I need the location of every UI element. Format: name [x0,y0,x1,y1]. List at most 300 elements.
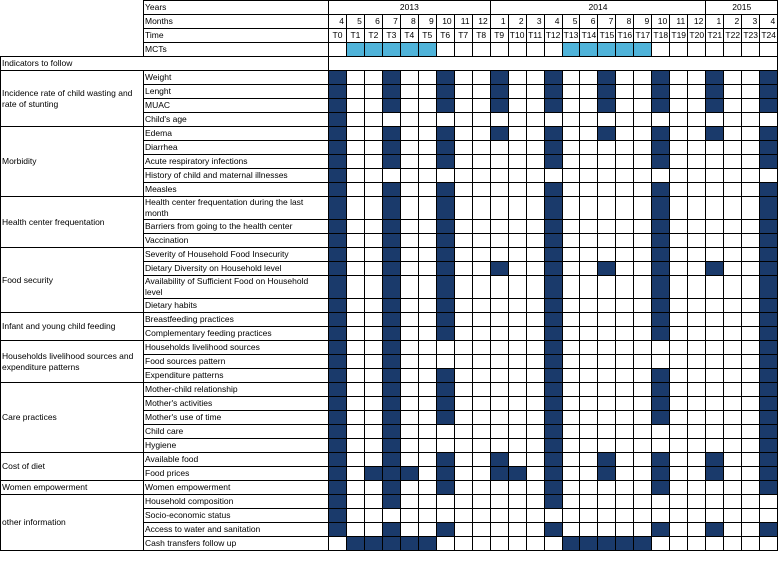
mct-cell [382,43,400,57]
schedule-cell [436,127,454,141]
schedule-cell [346,234,364,248]
schedule-cell [652,155,670,169]
indicator-label: Dietary habits [144,299,329,313]
schedule-cell [364,425,382,439]
schedule-cell [544,509,562,523]
schedule-cell [670,313,688,327]
schedule-cell [526,453,544,467]
schedule-cell [544,523,562,537]
schedule-cell [616,523,634,537]
schedule-cell [580,141,598,155]
schedule-cell [616,248,634,262]
time-cell: T13 [562,29,580,43]
group-label: Women empowerment [1,481,144,495]
schedule-cell [742,220,760,234]
schedule-cell [616,234,634,248]
schedule-cell [652,369,670,383]
schedule-cell [562,467,580,481]
schedule-cell [688,99,706,113]
schedule-cell [508,276,526,299]
schedule-cell [490,113,508,127]
month-cell: 5 [346,15,364,29]
schedule-cell [544,383,562,397]
schedule-cell [652,537,670,551]
schedule-cell [670,169,688,183]
schedule-cell [544,276,562,299]
schedule-cell [562,341,580,355]
schedule-cell [616,71,634,85]
time-cell: T17 [634,29,652,43]
schedule-cell [760,327,778,341]
time-cell: T23 [742,29,760,43]
schedule-cell [706,397,724,411]
schedule-cell [436,523,454,537]
schedule-cell [329,495,347,509]
schedule-cell [454,523,472,537]
month-cell: 8 [616,15,634,29]
table-row [1,71,778,85]
schedule-cell [724,220,742,234]
schedule-cell [526,99,544,113]
schedule-cell [742,439,760,453]
schedule-cell [724,85,742,99]
schedule-cell [508,155,526,169]
schedule-cell [562,383,580,397]
schedule-cell [688,183,706,197]
schedule-cell [526,155,544,169]
schedule-cell [472,299,490,313]
mct-cell [526,43,544,57]
time-cell: T10 [508,29,526,43]
schedule-cell [436,262,454,276]
schedule-cell [526,537,544,551]
schedule-cell [526,355,544,369]
schedule-cell [346,341,364,355]
schedule-cell [670,155,688,169]
schedule-cell [382,537,400,551]
schedule-cell [688,220,706,234]
schedule-cell [652,276,670,299]
schedule-cell [706,155,724,169]
schedule-cell [382,495,400,509]
schedule-cell [544,425,562,439]
schedule-cell [364,169,382,183]
schedule-cell [490,234,508,248]
schedule-cell [616,439,634,453]
month-cell: 7 [382,15,400,29]
schedule-cell [760,262,778,276]
schedule-cell [418,197,436,220]
schedule-cell [562,495,580,509]
schedule-cell [724,495,742,509]
mct-cell [364,43,382,57]
mct-cell [706,43,724,57]
schedule-cell [760,341,778,355]
schedule-cell [329,369,347,383]
schedule-cell [418,467,436,481]
schedule-cell [634,299,652,313]
schedule-cell [544,127,562,141]
schedule-cell [706,197,724,220]
schedule-cell [346,509,364,523]
schedule-cell [688,113,706,127]
schedule-cell [454,141,472,155]
schedule-cell [580,299,598,313]
schedule-cell [760,313,778,327]
schedule-cell [382,234,400,248]
time-cell: T14 [580,29,598,43]
schedule-cell [508,369,526,383]
schedule-cell [724,276,742,299]
schedule-cell [364,141,382,155]
schedule-cell [329,127,347,141]
schedule-cell [652,71,670,85]
schedule-cell [454,537,472,551]
indicator-label: Edema [144,127,329,141]
schedule-cell [508,383,526,397]
schedule-cell [436,383,454,397]
month-cell: 4 [760,15,778,29]
schedule-cell [418,327,436,341]
schedule-cell [490,495,508,509]
schedule-cell [382,439,400,453]
month-cell: 3 [742,15,760,29]
schedule-cell [329,509,347,523]
schedule-cell [364,341,382,355]
schedule-cell [742,248,760,262]
schedule-cell [346,248,364,262]
schedule-cell [706,299,724,313]
schedule-cell [652,197,670,220]
schedule-cell [634,220,652,234]
schedule-cell [346,383,364,397]
schedule-cell [652,355,670,369]
schedule-cell [634,313,652,327]
schedule-cell [329,299,347,313]
schedule-cell [436,85,454,99]
schedule-cell [526,495,544,509]
time-cell: T22 [724,29,742,43]
schedule-cell [436,425,454,439]
schedule-cell [652,262,670,276]
schedule-cell [544,481,562,495]
schedule-cell [329,439,347,453]
schedule-cell [760,113,778,127]
schedule-cell [760,397,778,411]
schedule-cell [454,411,472,425]
schedule-cell [382,341,400,355]
schedule-cell [472,327,490,341]
schedule-cell [670,197,688,220]
schedule-cell [706,183,724,197]
schedule-cell [562,127,580,141]
month-cell: 11 [670,15,688,29]
schedule-cell [742,537,760,551]
schedule-cell [418,397,436,411]
schedule-cell [544,220,562,234]
schedule-cell [508,341,526,355]
schedule-cell [418,262,436,276]
schedule-cell [706,355,724,369]
indicator-label: Available food [144,453,329,467]
schedule-cell [418,155,436,169]
schedule-cell [706,127,724,141]
schedule-cell [454,509,472,523]
indicator-label: Hygiene [144,439,329,453]
schedule-cell [472,369,490,383]
schedule-cell [418,383,436,397]
schedule-cell [724,262,742,276]
schedule-cell [526,262,544,276]
schedule-cell [346,183,364,197]
group-label: Incidence rate of child wasting and rate of stunting [1,71,144,127]
schedule-cell [454,481,472,495]
indicator-label: Women empowerment [144,481,329,495]
schedule-cell [724,411,742,425]
schedule-cell [706,327,724,341]
schedule-cell [436,169,454,183]
schedule-cell [634,467,652,481]
schedule-cell [724,481,742,495]
schedule-cell [544,197,562,220]
schedule-cell [418,369,436,383]
schedule-cell [382,411,400,425]
schedule-cell [562,509,580,523]
indicator-label: Severity of Household Food Insecurity [144,248,329,262]
schedule-cell [508,113,526,127]
schedule-cell [454,113,472,127]
schedule-cell [634,509,652,523]
indicator-label: Availability of Sufficient Food on Household level [144,276,329,299]
schedule-cell [598,369,616,383]
schedule-cell [508,425,526,439]
schedule-cell [526,341,544,355]
schedule-cell [490,425,508,439]
schedule-cell [652,411,670,425]
schedule-cell [436,397,454,411]
schedule-cell [472,85,490,99]
mct-cell [598,43,616,57]
schedule-cell [454,453,472,467]
schedule-cell [454,85,472,99]
month-cell: 3 [526,15,544,29]
schedule-cell [436,299,454,313]
month-cell: 11 [454,15,472,29]
schedule-cell [652,327,670,341]
schedule-cell [526,71,544,85]
schedule-cell [562,183,580,197]
schedule-cell [598,313,616,327]
schedule-cell [400,183,418,197]
schedule-cell [562,71,580,85]
schedule-cell [706,341,724,355]
schedule-cell [706,113,724,127]
schedule-cell [544,439,562,453]
schedule-cell [472,467,490,481]
schedule-cell [670,141,688,155]
schedule-cell [382,299,400,313]
schedule-cell [436,341,454,355]
schedule-cell [454,99,472,113]
schedule-cell [508,467,526,481]
schedule-cell [634,453,652,467]
schedule-cell [616,276,634,299]
month-cell: 5 [562,15,580,29]
schedule-cell [364,85,382,99]
schedule-cell [706,248,724,262]
time-cell: T21 [706,29,724,43]
mct-cell [472,43,490,57]
schedule-cell [544,155,562,169]
schedule-cell [562,99,580,113]
schedule-cell [346,327,364,341]
indicator-label: Mother's activities [144,397,329,411]
time-cell: T16 [616,29,634,43]
schedule-cell [346,197,364,220]
schedule-cell [400,537,418,551]
schedule-cell [544,537,562,551]
schedule-cell [382,169,400,183]
schedule-cell [634,341,652,355]
schedule-cell [508,397,526,411]
schedule-cell [670,411,688,425]
schedule-cell [634,141,652,155]
schedule-cell [634,113,652,127]
table-row [1,248,778,262]
schedule-cell [688,397,706,411]
schedule-cell [688,234,706,248]
schedule-cell [490,523,508,537]
schedule-cell [670,248,688,262]
schedule-cell [400,71,418,85]
schedule-cell [580,113,598,127]
indicator-label: Child care [144,425,329,439]
schedule-cell [544,299,562,313]
schedule-cell [418,481,436,495]
schedule-cell [724,71,742,85]
schedule-cell [652,383,670,397]
schedule-cell [688,341,706,355]
time-cell: T9 [490,29,508,43]
schedule-cell [346,397,364,411]
schedule-cell [418,71,436,85]
schedule-cell [490,299,508,313]
schedule-cell [454,397,472,411]
schedule-cell [418,341,436,355]
schedule-cell [616,141,634,155]
schedule-cell [472,383,490,397]
schedule-cell [580,220,598,234]
schedule-cell [562,355,580,369]
schedule-cell [562,220,580,234]
schedule-cell [670,183,688,197]
schedule-cell [634,369,652,383]
schedule-cell [688,509,706,523]
month-cell: 6 [364,15,382,29]
schedule-cell [616,425,634,439]
schedule-cell [454,183,472,197]
schedule-cell [472,411,490,425]
schedule-cell [670,439,688,453]
year-cell: 2013 [329,1,491,15]
schedule-cell [490,411,508,425]
schedule-cell [688,262,706,276]
schedule-cell [400,369,418,383]
schedule-cell [652,234,670,248]
schedule-cell [418,183,436,197]
schedule-cell [364,220,382,234]
schedule-cell [490,341,508,355]
schedule-cell [724,99,742,113]
schedule-cell [688,439,706,453]
schedule-cell [580,523,598,537]
schedule-cell [508,495,526,509]
schedule-cell [526,411,544,425]
schedule-cell [688,481,706,495]
schedule-cell [562,453,580,467]
schedule-cell [526,439,544,453]
schedule-cell [580,276,598,299]
schedule-cell [616,183,634,197]
schedule-cell [526,127,544,141]
mct-cell [400,43,418,57]
schedule-cell [616,127,634,141]
schedule-cell [454,299,472,313]
schedule-cell [634,262,652,276]
schedule-cell [364,248,382,262]
schedule-cell [562,197,580,220]
indicator-label: Health center frequentation during the last month [144,197,329,220]
schedule-cell [580,509,598,523]
schedule-cell [436,327,454,341]
schedule-cell [670,327,688,341]
schedule-cell [688,141,706,155]
schedule-cell [616,197,634,220]
schedule-cell [508,411,526,425]
schedule-cell [706,383,724,397]
schedule-cell [634,425,652,439]
schedule-cell [382,369,400,383]
schedule-cell [616,155,634,169]
schedule-cell [706,234,724,248]
schedule-cell [400,85,418,99]
schedule-cell [508,355,526,369]
indicator-label: Weight [144,71,329,85]
schedule-cell [508,327,526,341]
schedule-cell [382,425,400,439]
months-label: Months [144,15,329,29]
schedule-cell [706,262,724,276]
schedule-cell [598,299,616,313]
schedule-cell [508,141,526,155]
schedule-cell [346,537,364,551]
schedule-cell [544,71,562,85]
schedule-cell [580,85,598,99]
schedule-cell [670,509,688,523]
schedule-cell [562,537,580,551]
schedule-cell [526,234,544,248]
schedule-cell [670,481,688,495]
schedule-cell [364,234,382,248]
schedule-cell [652,425,670,439]
schedule-cell [544,141,562,155]
schedule-cell [724,248,742,262]
schedule-cell [472,99,490,113]
month-cell: 2 [724,15,742,29]
schedule-cell [706,313,724,327]
schedule-cell [580,169,598,183]
schedule-cell [742,425,760,439]
